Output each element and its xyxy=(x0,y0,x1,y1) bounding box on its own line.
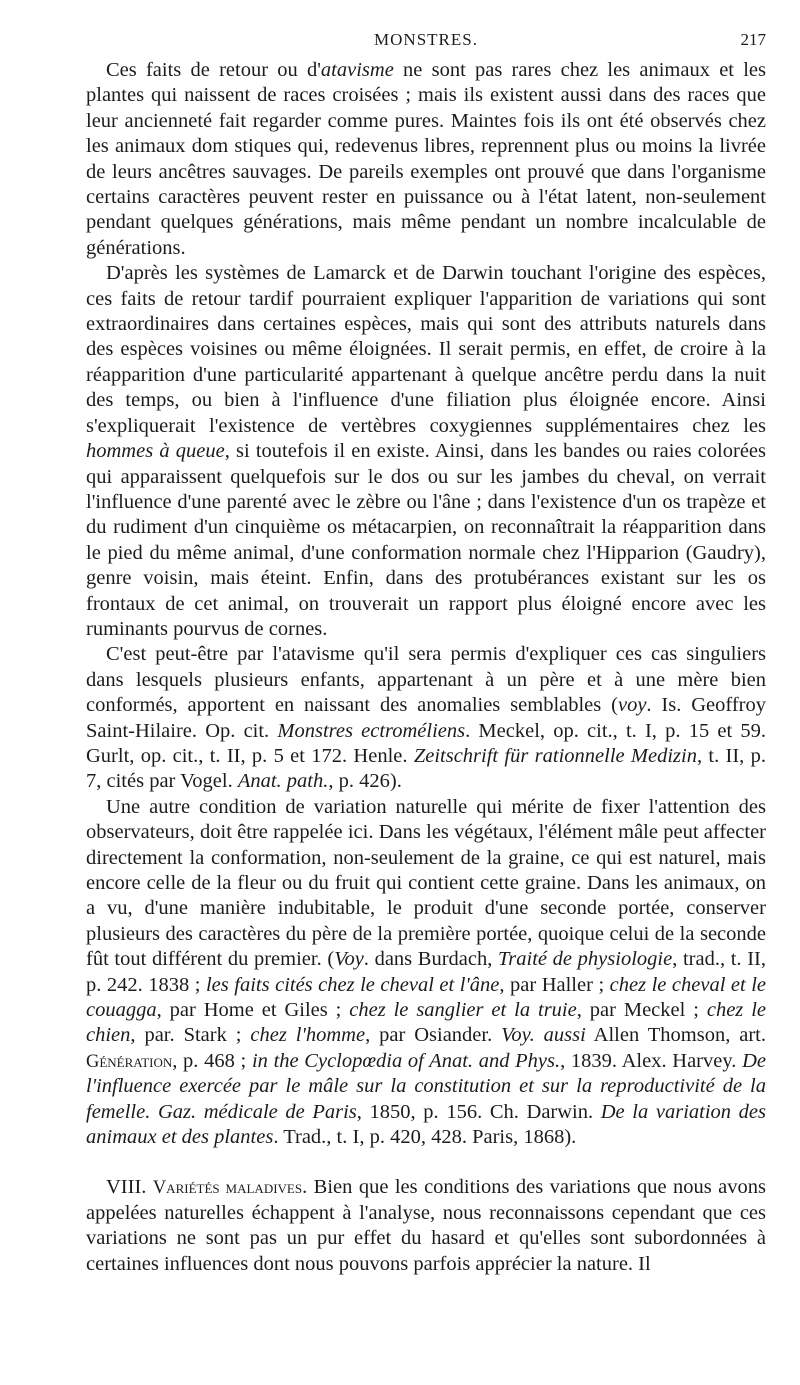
italic-run: les faits cités chez le cheval et l'âne xyxy=(205,973,500,996)
text-run: , t. II, p. 7, cités par Vogel. xyxy=(86,744,766,793)
italic-run: Voy xyxy=(334,948,364,971)
text-run: C'est peut-être par l'atavisme qu'il sera permis d'expliquer ces cas singuliers dans lesquels plusieurs enfants, appartenant à un père et à une mère bien conformés, apportent en naissant des anomalies semblables ( xyxy=(86,643,766,717)
italic-run: Traité de physiologie xyxy=(498,948,673,971)
italic-run: chez le chien xyxy=(86,999,766,1047)
text-run: Ces faits de retour ou d' xyxy=(106,59,321,81)
italic-run: voy xyxy=(617,694,647,717)
italic-run: De la variation des animaux et des plantes xyxy=(86,1100,766,1149)
text-run: , par. Stark ; xyxy=(130,1024,251,1047)
text-run: , si toutefois il en existe. Ainsi, dans les bandes ou raies colorées qui apparaissent quelquefois sur le dos ou sur les jambes du cheval, on verrait l'influence d'une parenté avec le zèbre ou l'âne ; dans l'existence d'un os trapèze et du rudiment d'un cinquième os métacarpien, on reconnaîtrait la réapparition dans le pied du même animal, d'une conformation normale chez l'Hipparion (Gaudry), genre voisin, mais éteint. Enfin, dans des protubérances existant sur les os frontaux de cet animal, on trouverait un rapport plus éloigné encore avec les ruminants pourvus de cornes. xyxy=(86,440,766,640)
text-run: D'après les systèmes de Lamarck et de Darwin touchant l'origine des espèces, ces faits de retour tardif pourraient expliquer l'apparition de variations qui sont extraordinaires dans certaines espèces, mais qui sont des attributs naturels dans des espèces voisines ou même éloignées. Il serait permis, en effet, de croire à la réapparition d'une particularité appartenant à quelque ancêtre perdu dans la nuit des temps, ou bien à l'influence d'une filiation plus éloignée encore. Ainsi s'expliquerait l'existence de vertèbres coxygiennes supplémentaires chez les xyxy=(86,262,766,437)
text-run: . dans Burdach, xyxy=(363,948,499,971)
running-head xyxy=(86,30,766,54)
italic-run: De l'influence exercée par le mâle sur la constitution et sur la reproductivité de la femelle. Gaz. médicale de Paris xyxy=(86,1049,766,1123)
page-number: 217 xyxy=(740,30,766,49)
italic-run: hommes à queue xyxy=(86,440,225,463)
italic-run: Monstres ectroméliens xyxy=(277,719,466,742)
text-run: , par Osiander. xyxy=(365,1024,502,1047)
text-run: . Trad., t. I, p. 420, 428. Paris, 1868). xyxy=(273,1126,577,1149)
paragraph-atavisme xyxy=(86,58,766,261)
text-run: . Is. Geoffroy Saint-Hilaire. Op. cit. xyxy=(86,694,766,742)
text-run: , par Haller ; xyxy=(499,973,610,996)
text-run: . Meckel, op. cit., t. I, p. 15 et 59. Gurlt, op. cit., t. II, p. 5 et 172. Henle. xyxy=(86,719,766,767)
italic-run: Anat. path. xyxy=(237,770,329,793)
paragraph-lamarck-darwin xyxy=(86,261,766,642)
italic-run: chez l'homme xyxy=(250,1024,366,1047)
small-caps-run: Variétés maladives xyxy=(152,1177,303,1198)
italic-run: Voy. aussi xyxy=(501,1024,586,1047)
paragraph-plusieurs-enfants xyxy=(86,642,766,794)
small-caps-run: Génération xyxy=(86,1050,173,1071)
text-run: , trad., t. II, p. 242. 1838 ; xyxy=(86,948,766,996)
text-run: , par Home et Giles ; xyxy=(156,999,350,1022)
text-run: , p. 468 ; xyxy=(172,1049,252,1072)
text-run: . Bien que les conditions des variations que nous avons appelées naturelles échappent à l'analyse, nous reconnaissons cependant que ces variations ne sont pas un pur effet du hasard et qu'elles sont subordonnées à certaines influences dont nous pouvons parfois apprécier la nature. Il xyxy=(86,1176,766,1275)
body-text xyxy=(86,58,766,1277)
running-title: MONSTRES. xyxy=(374,30,478,49)
text-run: Une autre condition de variation naturelle qui mérite de fixer l'attention des observateurs, doit être rappelée ici. Dans les végétaux, l'élément mâle peut affecter directement la conformation, non-seulement de la graine, ce qui est naturel, mais encore celle de la fleur ou du fruit qui contient cette graine. Dans les animaux, on a vu, d'une manière indubitable, le produit d'une seconde portée, conserver plusieurs des caractères du père de la première portée, quoique celui de la seconde fût tout différent du premier. ( xyxy=(86,795,766,971)
italic-run: chez le sanglier et la truie xyxy=(349,999,577,1022)
text-run: Allen Thomson, art. xyxy=(585,1024,767,1047)
italic-run: chez le cheval et le couagga xyxy=(86,973,766,1022)
paragraph-variation-naturelle xyxy=(86,795,766,1151)
text-run: VIII. xyxy=(106,1176,153,1199)
section-varietes-maladives xyxy=(86,1175,766,1277)
text-run: ne sont pas rares chez les animaux et les plantes qui naissent de races croisées ; mais ils existent aussi dans des races que leur ancienneté fait regarder comme pures. Maintes fois ils ont été observés chez les animaux dom stiques qui, redevenus libres, reprennent plus ou moins la livrée de leurs ancêtres sauvages. De pareils exemples ont prouvé que dans l'organisme certains caractères peuvent rester en puissance ou à l'état latent, non-seulement pendant quelques générations, mais même pendant un nombre incalculable de générations. xyxy=(86,59,766,259)
text-run: , par Meckel ; xyxy=(576,999,707,1022)
italic-run: atavisme xyxy=(320,59,394,81)
text-run: , 1850, p. 156. Ch. Darwin. xyxy=(356,1100,601,1123)
text-run: , 1839. Alex. Harvey. xyxy=(560,1049,743,1072)
italic-run: in the Cyclopœdia of Anat. and Phys. xyxy=(251,1049,561,1072)
italic-run: Zeitschrift für rationnelle Medizin xyxy=(413,744,697,767)
text-run: , p. 426). xyxy=(328,770,402,793)
